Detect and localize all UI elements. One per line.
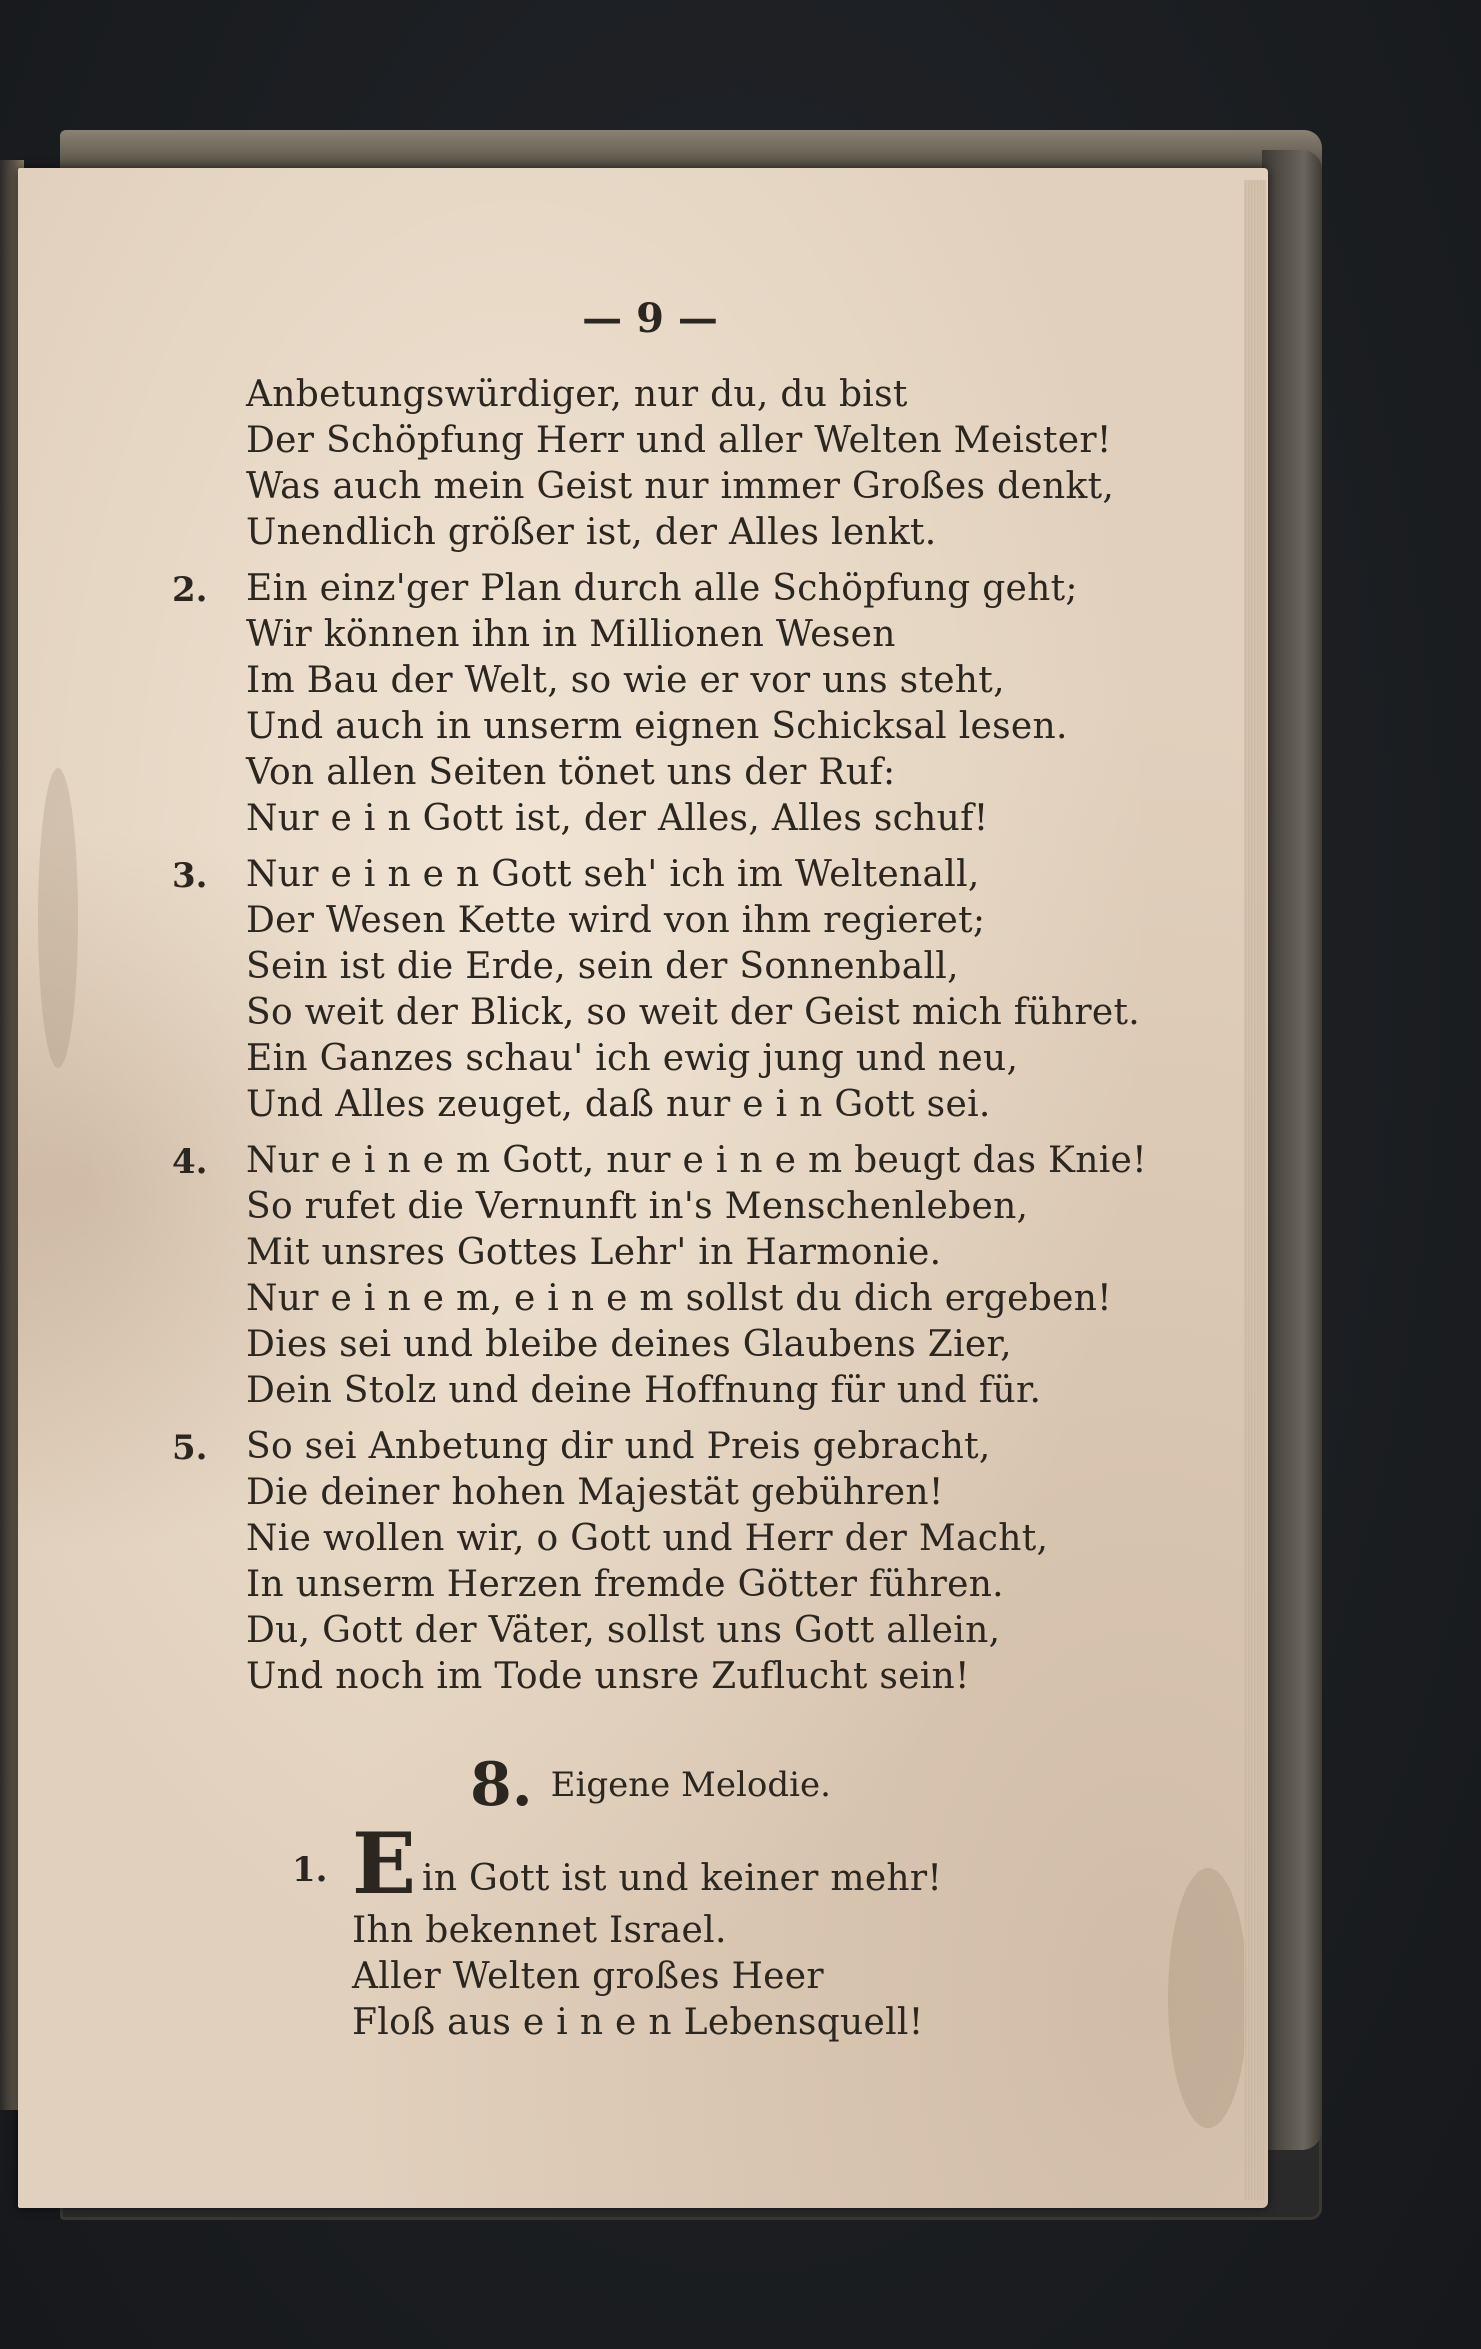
hymn-number: 8. [470, 1750, 533, 1820]
verse-line: Und noch im Tode unsre Zuflucht sein! [246, 1656, 970, 1697]
stanza-number: 2. [172, 570, 208, 610]
verse-line: Nur e i n e m, e i n e m sollst du dich ergeben! [246, 1278, 1112, 1319]
hymn-heading [470, 1750, 831, 1820]
stanza-number: 5. [172, 1428, 208, 1468]
drop-cap: E [352, 1814, 417, 1913]
book-cover-top-edge [60, 130, 1322, 172]
verse-line: Die deiner hohen Majestät gebühren! [246, 1472, 944, 1513]
verse-line: Und auch in unserm eignen Schicksal lesen. [246, 706, 1068, 747]
page-edges [1244, 180, 1266, 2200]
verse-line: Ein Ganzes schau' ich ewig jung und neu, [246, 1038, 1019, 1079]
hymn-melody-note: Eigene Melodie. [550, 1765, 831, 1805]
verse-line: So sei Anbetung dir und Preis gebracht, [246, 1426, 991, 1467]
verse-line: Nur e i n Gott ist, der Alles, Alles schuf! [246, 798, 989, 839]
verse-line: Ein einz'ger Plan durch alle Schöpfung geht; [246, 568, 1078, 609]
verse-line: Anbetungswürdiger, nur du, du bist [246, 374, 908, 415]
page-number: — 9 — [582, 295, 718, 342]
book-cover-right-edge [1262, 150, 1322, 2150]
verse-line: So rufet die Vernunft in's Menschenleben, [246, 1186, 1029, 1227]
stanza-number: 1. [292, 1850, 328, 1890]
verse-line: Floß aus e i n e n Lebensquell! [352, 2002, 924, 2043]
verse-line: Aller Welten großes Heer [352, 1956, 824, 1997]
verse-line: Mit unsres Gottes Lehr' in Harmonie. [246, 1232, 942, 1273]
verse-line: Der Wesen Kette wird von ihm regieret; [246, 900, 986, 941]
stanza-number: 3. [172, 856, 208, 896]
verse-line: In unserm Herzen fremde Götter führen. [246, 1564, 1004, 1605]
verse-line: Sein ist die Erde, sein der Sonnenball, [246, 946, 959, 987]
page-wear-mark [1168, 1868, 1248, 2128]
verse-line: Nur e i n e n Gott seh' ich im Weltenall, [246, 854, 980, 895]
verse-line: So weit der Blick, so weit der Geist mich führet. [246, 992, 1141, 1033]
stanza-number: 4. [172, 1142, 208, 1182]
verse-line: Du, Gott der Väter, sollst uns Gott allein, [246, 1610, 1001, 1651]
page-wear-mark [38, 768, 78, 1068]
verse-line: Von allen Seiten tönet uns der Ruf: [246, 752, 896, 793]
verse-line: Dein Stolz und deine Hoffnung für und für. [246, 1370, 1042, 1411]
verse-line: Und Alles zeuget, daß nur e i n Gott sei. [246, 1084, 991, 1125]
verse-line: Wir können ihn in Millionen Wesen [246, 614, 896, 655]
verse-line: Der Schöpfung Herr und aller Welten Meister! [246, 420, 1112, 461]
verse-line: Ihn bekennet Israel. [352, 1910, 727, 1951]
verse-line: Im Bau der Welt, so wie er vor uns steht, [246, 660, 1005, 701]
verse-line: in Gott ist und keiner mehr! [422, 1858, 943, 1899]
verse-line: Nur e i n e m Gott, nur e i n e m beugt das Knie! [246, 1140, 1147, 1181]
verse-line: Dies sei und bleibe deines Glaubens Zier, [246, 1324, 1012, 1365]
verse-line: Unendlich größer ist, der Alles lenkt. [246, 512, 937, 553]
verse-line: Was auch mein Geist nur immer Großes denkt, [246, 466, 1115, 507]
verse-line: Nie wollen wir, o Gott und Herr der Macht, [246, 1518, 1049, 1559]
